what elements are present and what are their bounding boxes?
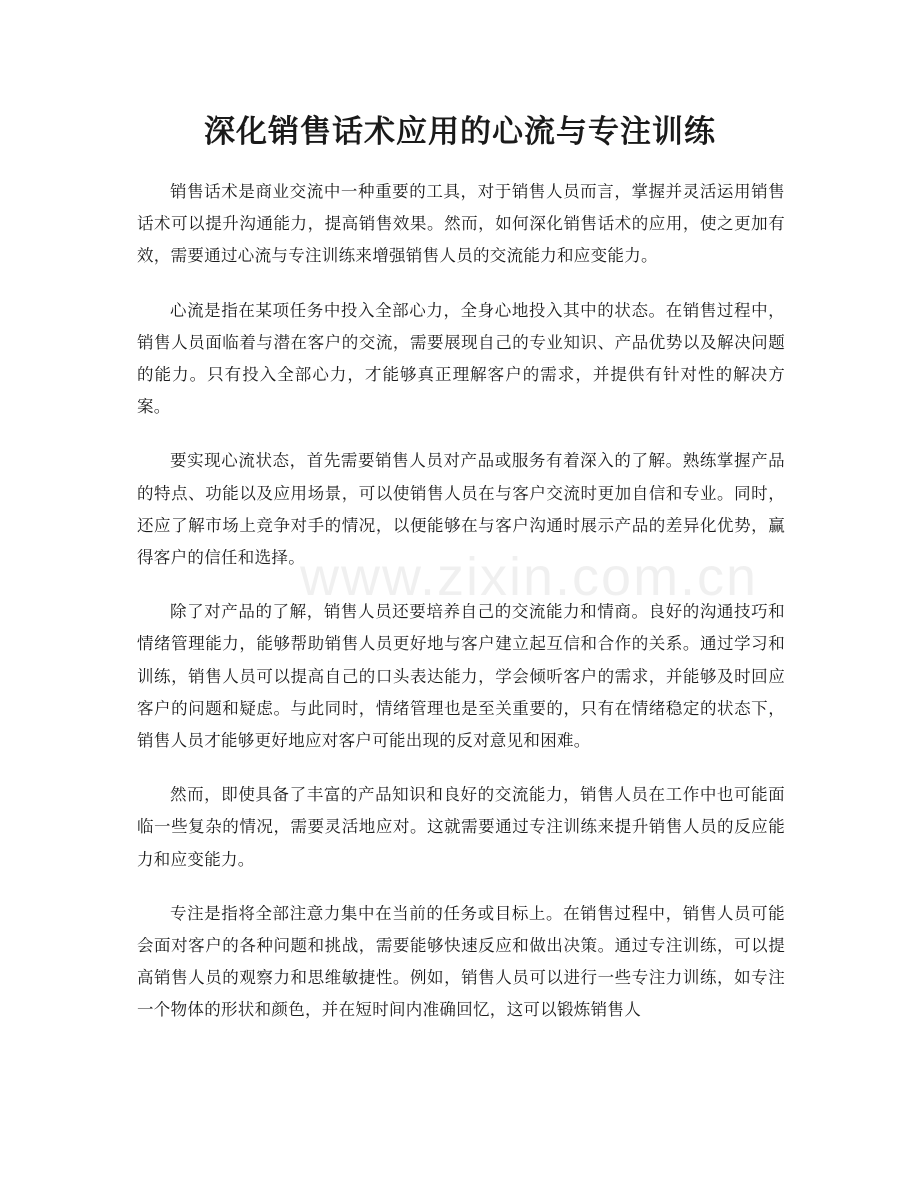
paragraph-6: 专注是指将全部注意力集中在当前的任务或目标上。在销售过程中，销售人员可能会面对客户的各种问题和挑战，需要能够快速反应和做出决策。通过专注训练，可以提高销售人员的观察力和思维敏捷性。例如，销售人员可以进行一些专注力训练，如专注一个物体的形状和颜色，并在短时间内准确回忆，这可以锻炼销售人 [137, 903, 785, 1020]
paragraph-4: 除了对产品的了解，销售人员还要培养自己的交流能力和情商。良好的沟通技巧和情绪管理能力，能够帮助销售人员更好地与客户建立起互信和合作的关系。通过学习和训练，销售人员可以提高自己的口头表达能力，学会倾听客户的需求，并能够及时回应客户的问题和疑虑。与此同时，情绪管理也是至关重要的，只有在情绪稳定的状态下，销售人员才能够更好地应对客户可能出现的反对意见和困难。 [137, 602, 785, 751]
paragraph-3: 要实现心流状态，首先需要销售人员对产品或服务有着深入的了解。熟练掌握产品的特点、功能以及应用场景，可以使销售人员在与客户交流时更加自信和专业。同时，还应了解市场上竞争对手的情况，以便能够在与客户沟通时展示产品的差异化优势，赢得客户的信任和选择。 [137, 451, 785, 568]
watermark: www.zixin.com.cn [300, 547, 759, 607]
paragraph-1: 销售话术是商业交流中一种重要的工具，对于销售人员而言，掌握并灵活运用销售话术可以提升沟通能力，提高销售效果。然而，如何深化销售话术的应用，使之更加有效，需要通过心流与专注训练来增强销售人员的交流能力和应变能力。 [137, 182, 785, 266]
paragraph-5: 然而，即使具备了丰富的产品知识和良好的交流能力，销售人员在工作中也可能面临一些复杂的情况，需要灵活地应对。这就需要通过专注训练来提升销售人员的反应能力和应变能力。 [137, 785, 785, 869]
paragraph-2: 心流是指在某项任务中投入全部心力，全身心地投入其中的状态。在销售过程中，销售人员面临着与潜在客户的交流，需要展现自己的专业知识、产品优势以及解决问题的能力。只有投入全部心力，才能够真正理解客户的需求，并提供有针对性的解决方案。 [137, 300, 785, 417]
page-title: 深化销售话术应用的心流与专注训练 [204, 114, 716, 150]
document-body [137, 176, 785, 1049]
